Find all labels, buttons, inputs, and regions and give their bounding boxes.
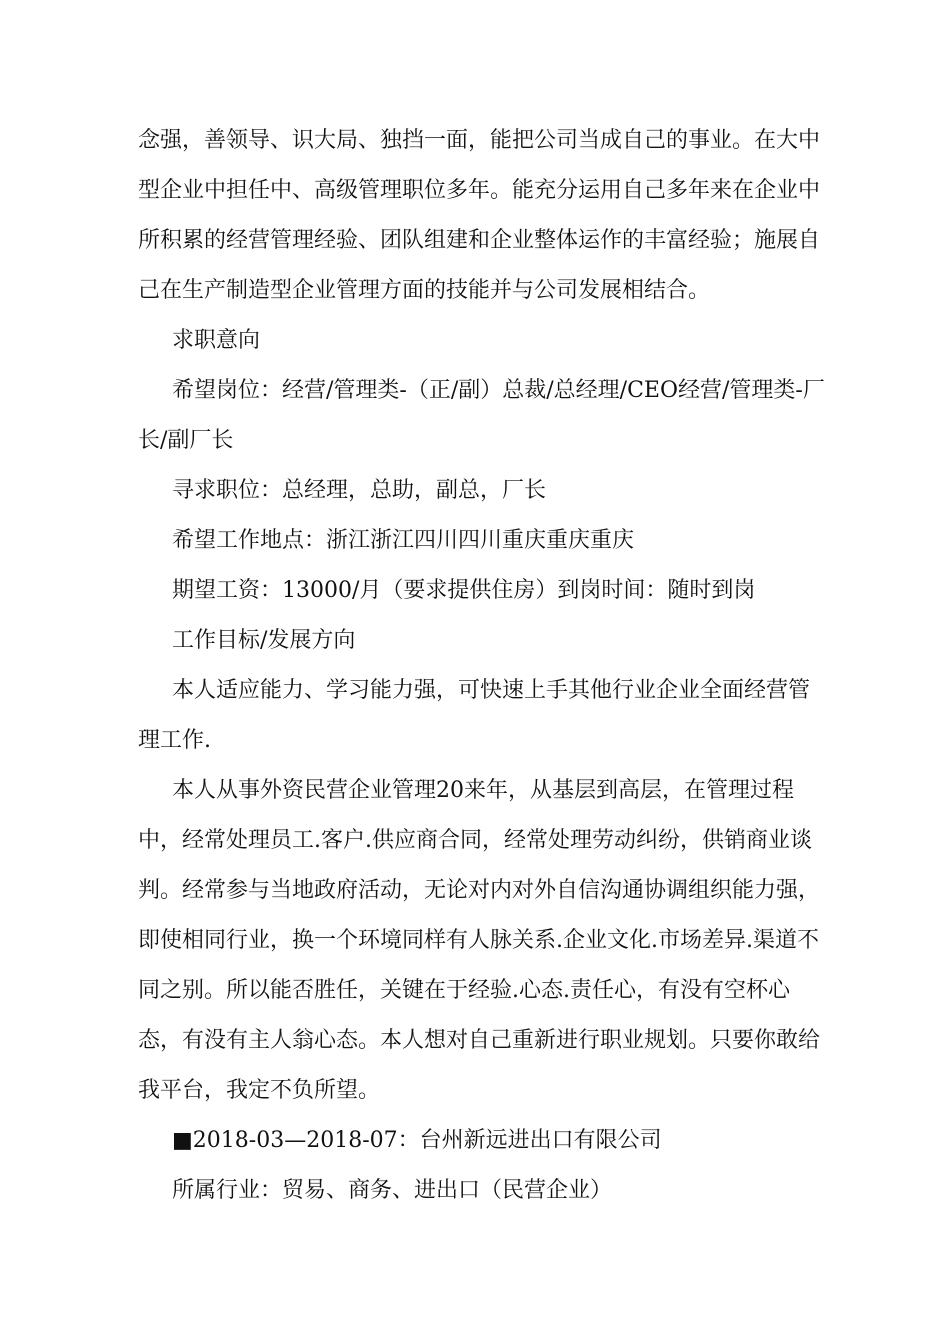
desired-location: 希望工作地点：浙江浙江四川四川重庆重庆重庆 [172,528,635,553]
heading-job-intention: 求职意向 [172,328,261,353]
document-body [138,116,828,1216]
employment-entry: ■2018-03—2018-07：台州新远进出口有限公司 [172,1128,662,1153]
paragraph-adaptability: 本人适应能力、学习能力强，可快速上手其他行业企业全面经营管理工作. [138,678,811,753]
paragraph-career-summary: 念强，善领导、识大局、独挡一面，能把公司当成自己的事业。在大中型企业中担任中、高级管理职位多年。能充分运用自己多年来在企业中所积累的经营管理经验、团队组建和企业整体运作的丰富经验；施展自己在生产制造型企业管理方面的技能并与公司发展相结合。 [138,128,821,303]
paragraph-experience: 本人从事外资民营企业管理20来年，从基层到高层，在管理过程中，经常处理员工.客户.供应商合同，经常处理劳动纠纷，供销商业谈判。经常参与当地政府活动，无论对内对外自信沟通协调组织能力强，即使相同行业，换一个环境同样有人脉关系.企业文化.市场差异.渠道不同之别。所以能否胜任，关键在于经验.心态.责任心，有没有空杯心态，有没有主人翁心态。本人想对自己重新进行职业规划。只要你敢给我平台，我定不负所望。 [138,778,821,1103]
heading-career-goal: 工作目标/发展方向 [172,628,356,653]
sought-position: 寻求职位：总经理，总助，副总，厂长 [172,478,547,503]
expected-salary: 期望工资：13000/月（要求提供住房）到岗时间：随时到岗 [172,578,756,603]
desired-position: 希望岗位：经营/管理类-（正/副）总裁/总经理/CEO经营/管理类-厂长/副厂长 [138,378,825,453]
industry-line: 所属行业：贸易、商务、进出口（民营企业） [172,1178,613,1203]
